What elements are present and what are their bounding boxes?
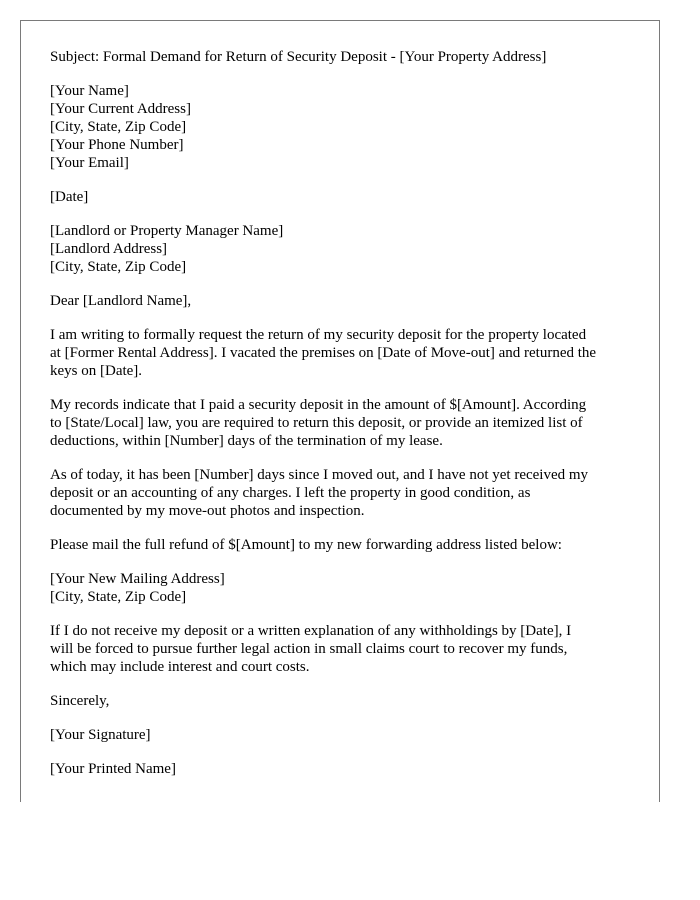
printed-name-block [50,760,640,778]
forwarding-address: [Your New Mailing Address] [50,571,225,587]
forwarding-address-block [50,570,640,606]
letter-page [20,20,660,802]
closing-block [50,692,640,710]
forwarding-city-state-zip: [City, State, Zip Code] [50,589,187,605]
paragraph-line: will be forced to pursue further legal action in small claims court to recover my funds, [50,641,568,657]
paragraph-refund-request [50,536,640,554]
recipient-block [50,222,640,276]
signature-block [50,726,640,744]
recipient-name: [Landlord or Property Manager Name] [50,223,284,239]
paragraph-line: documented by my move-out photos and inspection. [50,503,365,519]
salutation-text: Dear [Landlord Name], [50,293,192,309]
sender-address: [Your Current Address] [50,101,191,117]
sender-phone: [Your Phone Number] [50,137,184,153]
paragraph-status [50,466,640,520]
closing-text: Sincerely, [50,693,110,709]
paragraph-line: which may include interest and court costs. [50,659,310,675]
sender-block [50,82,640,172]
paragraph-line: to [State/Local] law, you are required to return this deposit, or provide an itemized list of [50,415,583,431]
paragraph-line: deductions, within [Number] days of the termination of my lease. [50,433,443,449]
paragraph-legal-action [50,622,640,676]
paragraph-records [50,396,640,450]
recipient-city-state-zip: [City, State, Zip Code] [50,259,187,275]
paragraph-line: deposit or an accounting of any charges. I left the property in good condition, as [50,485,531,501]
printed-name-text: [Your Printed Name] [50,761,176,777]
sender-city-state-zip: [City, State, Zip Code] [50,119,187,135]
paragraph-line: at [Former Rental Address]. I vacated the premises on [Date of Move-out] and returned the [50,345,597,361]
paragraph-line: Please mail the full refund of $[Amount] to my new forwarding address listed below: [50,537,562,553]
letter-date: [Date] [50,189,89,205]
paragraph-line: My records indicate that I paid a security deposit in the amount of $[Amount]. According [50,397,587,413]
signature-text: [Your Signature] [50,727,151,743]
paragraph-line: keys on [Date]. [50,363,143,379]
paragraph-request [50,326,640,380]
letter-body [50,48,640,794]
subject-line [50,48,640,66]
paragraph-line: If I do not receive my deposit or a written explanation of any withholdings by [Date], I [50,623,572,639]
date-block [50,188,640,206]
paragraph-line: I am writing to formally request the return of my security deposit for the property located [50,327,587,343]
sender-name: [Your Name] [50,83,129,99]
subject-text: Subject: Formal Demand for Return of Security Deposit - [Your Property Address] [50,49,547,65]
salutation [50,292,640,310]
paragraph-line: As of today, it has been [Number] days since I moved out, and I have not yet received my [50,467,589,483]
sender-email: [Your Email] [50,155,129,171]
recipient-address: [Landlord Address] [50,241,168,257]
